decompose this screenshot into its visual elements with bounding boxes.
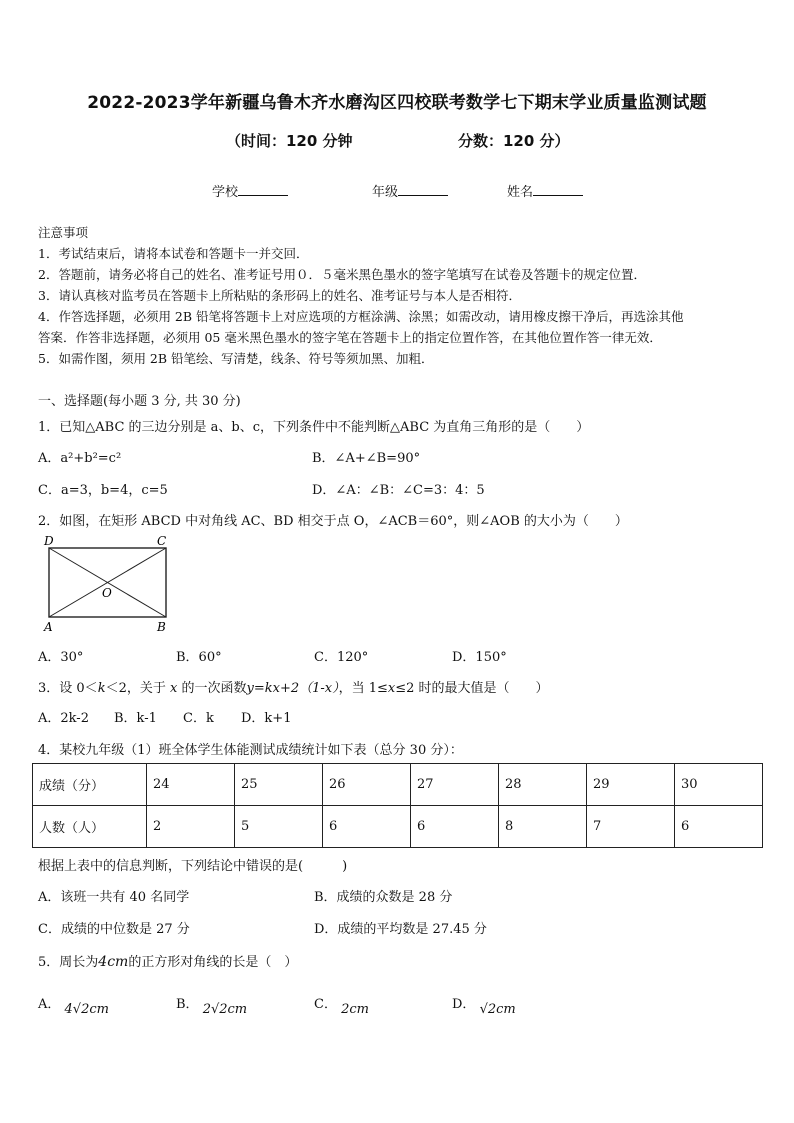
school-blank[interactable] [238,183,288,196]
q4-option-d[interactable]: D．成绩的平均数是 27.45 分 [314,922,487,937]
q2-option-d[interactable]: D．150° [452,650,507,665]
q4-option-b[interactable]: B．成绩的众数是 28 分 [314,890,453,905]
rectangle-figure [40,534,180,636]
exam-score: 分数：120 分） [458,132,570,150]
q1-option-b[interactable]: B．∠A+∠B=90° [312,451,421,466]
label-c: C [157,534,167,548]
school-label: 学校 [212,185,239,200]
q3-function: y=kx+2（1-x） [246,681,339,696]
table-cell: 6 [411,806,499,848]
q1-option-a[interactable]: A．a²+b²=c² [38,451,122,466]
table-cell: 成绩（分） [33,764,147,806]
label-o: O [102,586,112,600]
grade-blank[interactable] [398,183,448,196]
table-cell: 6 [675,806,763,848]
option-value: 4√2cm [64,1002,109,1017]
table-cell: 27 [411,764,499,806]
q2-option-c[interactable]: C．120° [314,650,369,665]
q2-option-b[interactable]: B．60° [176,650,222,665]
label-d: D [44,534,54,548]
table-cell: 24 [147,764,235,806]
option-label: C． [314,997,337,1012]
q5-option-d[interactable] [452,993,516,1017]
q3-text: ≤2 时的最大值是（ ） [395,681,549,696]
q5-text: 的正方形对角线的长是（ ） [128,955,298,970]
q3-stem [38,677,549,696]
label-a: A [44,620,53,634]
name-label: 姓名 [507,185,534,200]
q4-stem: 4．某校九年级（1）班全体学生体能测试成绩统计如下表（总分 30 分）： [38,743,463,758]
table-row [33,806,763,848]
table-cell: 6 [323,806,411,848]
table-cell: 30 [675,764,763,806]
exam-title: 2022-2023学年新疆乌鲁木齐水磨沟区四校联考数学七下期末学业质量监测试题 [87,93,707,113]
q3-option-c[interactable]: C．k [183,711,214,726]
note-item: 5．如需作图，须用 2B 铅笔绘、写清楚，线条、符号等须加黑、加粗． [38,351,434,366]
q5-option-a[interactable] [38,993,109,1017]
q3-text: 的一次函数 [181,681,247,696]
table-cell: 8 [499,806,587,848]
q3-var-x: x [170,681,178,696]
q3-option-d[interactable]: D．k+1 [241,711,292,726]
table-cell: 29 [587,764,675,806]
q5-text: 5．周长为 [38,955,99,970]
option-value: 2√2cm [202,1002,248,1017]
option-label: A． [38,997,61,1012]
q5-stem [38,951,297,970]
q3-var-x: x [387,681,396,696]
table-cell: 28 [499,764,587,806]
note-item: 4．作答选择题，必须用 2B 铅笔将答题卡上对应选项的方框涂满、涂黑；如需改动，请用橡皮擦干净后，再选涂其他 [38,309,684,324]
q4-option-c[interactable]: C．成绩的中位数是 27 分 [38,922,190,937]
q5-option-c[interactable] [314,993,369,1017]
note-item: 1．考试结束后，请将本试卷和答题卡一并交回． [38,246,309,261]
exam-time: （时间：120 分钟 [226,132,353,150]
name-field [507,181,583,200]
q5-option-b[interactable] [176,993,248,1017]
q3-var-k: k [97,681,106,696]
table-cell: 5 [235,806,323,848]
table-row [33,764,763,806]
q4-question: 根据上表中的信息判断，下列结论中错误的是( ) [38,859,348,874]
table-cell: 26 [323,764,411,806]
q3-option-b[interactable]: B．k-1 [114,711,157,726]
table-cell: 2 [147,806,235,848]
section-heading: 一、选择题(每小题 3 分, 共 30 分) [38,394,241,409]
table-cell: 7 [587,806,675,848]
notes-heading: 注意事项 [38,225,89,240]
note-item: 答案．作答非选择题，必须用 05 毫米黑色墨水的签字笔在答题卡上的指定位置作答，在其他位置作答一律无效． [38,330,662,345]
q3-text: ，当 1≤ [338,681,388,696]
note-item: 2．答题前，请务必将自己的姓名、准考证号用０．５毫米黑色墨水的签字笔填写在试卷及答题卡的规定位置． [38,267,646,282]
q2-stem: 2．如图，在矩形 ABCD 中对角线 AC、BD 相交于点 O，∠ACB＝60°，则∠AOB 的大小为（ ） [38,514,628,529]
q4-option-a[interactable]: A．该班一共有 40 名同学 [38,890,190,905]
q3-text: ＜2，关于 [105,681,166,696]
table-cell: 人数（人） [33,806,147,848]
table-cell: 25 [235,764,323,806]
score-table [32,763,763,848]
option-label: B． [176,997,199,1012]
grade-field [372,181,448,200]
school-field [212,181,288,200]
name-blank[interactable] [533,183,583,196]
label-b: B [157,620,166,634]
q5-perimeter: 4cm [98,954,129,970]
q1-stem: 1．已知△ABC 的三边分别是 a、b、c，下列条件中不能判断△ABC 为直角三角形的是（ ） [38,420,590,435]
q3-option-a[interactable]: A．2k-2 [38,711,89,726]
q1-option-d[interactable]: D．∠A：∠B：∠C=3：4：5 [312,483,485,498]
q2-option-a[interactable]: A．30° [38,650,84,665]
note-item: 3．请认真核对监考员在答题卡上所粘贴的条形码上的姓名、准考证号与本人是否相符． [38,288,521,303]
option-value: 2cm [341,1002,369,1017]
q1-option-c[interactable]: C．a=3，b=4，c=5 [38,483,168,498]
option-label: D． [452,997,476,1012]
q3-text: 3．设 0＜ [38,681,98,696]
grade-label: 年级 [372,185,399,200]
option-value: √2cm [479,1002,516,1017]
